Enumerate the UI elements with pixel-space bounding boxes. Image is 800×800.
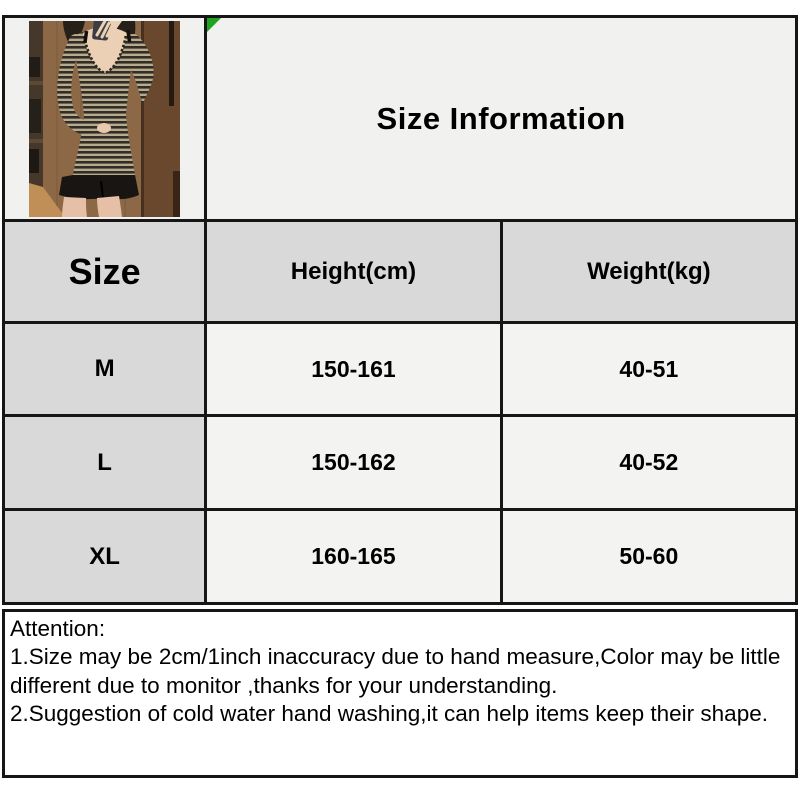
size-table [2, 15, 798, 605]
attention-heading: Attention: [10, 616, 106, 641]
column-header-height: Height(cm) [207, 222, 502, 324]
table-row-m [5, 324, 795, 417]
attention-line-1: 1.Size may be 2cm/1inch inaccuracy due to hand measure,Color may be little [10, 644, 781, 670]
green-corner-flag [207, 18, 221, 32]
table-row-xl [5, 511, 795, 602]
row-label-m: M [5, 324, 207, 417]
row-label-xl: XL [5, 511, 207, 602]
cell-m-weight: 40-51 [503, 324, 795, 417]
title-row [5, 18, 795, 222]
attention-line-2: different due to monitor ,thanks for your understanding. [10, 672, 558, 698]
product-photo [29, 21, 180, 217]
table-row-l [5, 417, 795, 511]
product-photo-cell [5, 18, 207, 222]
column-header-row [5, 222, 795, 324]
cell-xl-height: 160-165 [207, 511, 502, 602]
title-cell [207, 18, 795, 222]
column-header-size: Size [5, 222, 207, 324]
cell-xl-weight: 50-60 [503, 511, 795, 602]
column-header-weight: Weight(kg) [503, 222, 795, 324]
cell-l-height: 150-162 [207, 417, 502, 511]
attention-line-3: 2.Suggestion of cold water hand washing,it can help items keep their shape. [10, 701, 768, 727]
page-title: Size Information [376, 100, 626, 136]
row-label-l: L [5, 417, 207, 511]
cell-m-height: 150-161 [207, 324, 502, 417]
attention-box [2, 609, 798, 778]
cell-l-weight: 40-52 [503, 417, 795, 511]
